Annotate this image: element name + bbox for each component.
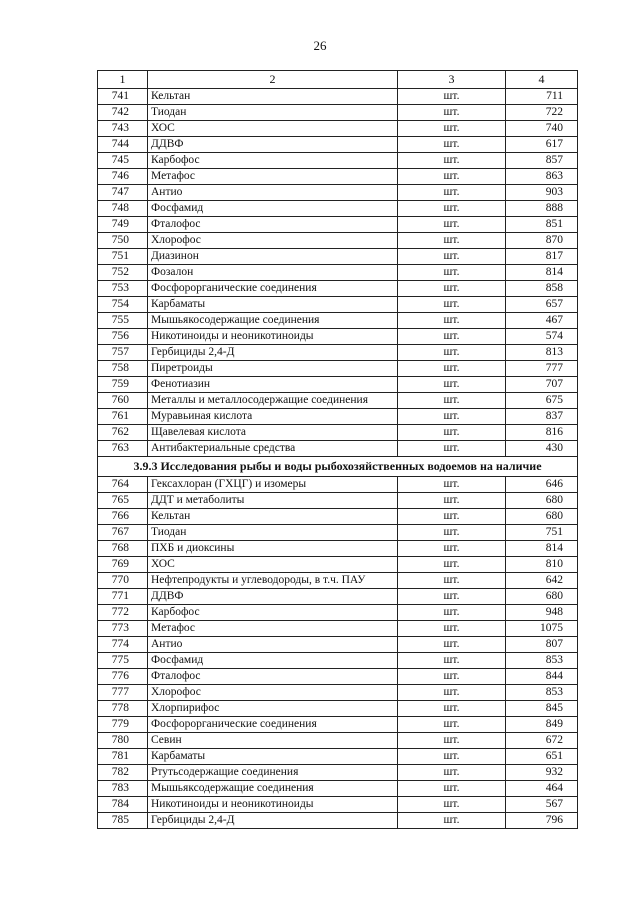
row-number: 746 [98, 169, 148, 185]
row-number: 743 [98, 121, 148, 137]
item-name: Фосфорорганические соединения [148, 281, 398, 297]
row-number: 775 [98, 653, 148, 669]
table-row [98, 557, 578, 573]
row-number: 762 [98, 425, 148, 441]
item-name: Фталофос [148, 217, 398, 233]
row-number: 779 [98, 717, 148, 733]
row-number: 770 [98, 573, 148, 589]
item-name: Карбофос [148, 605, 398, 621]
unit: шт. [398, 701, 506, 717]
unit: шт. [398, 409, 506, 425]
item-name: Антибактериальные средства [148, 441, 398, 457]
table-row [98, 685, 578, 701]
row-number: 778 [98, 701, 148, 717]
unit: шт. [398, 185, 506, 201]
item-name: Хлорофос [148, 685, 398, 701]
price-value: 711 [506, 89, 578, 105]
price-value: 863 [506, 169, 578, 185]
row-number: 772 [98, 605, 148, 621]
table-row [98, 377, 578, 393]
price-value: 617 [506, 137, 578, 153]
row-number: 763 [98, 441, 148, 457]
row-number: 765 [98, 493, 148, 509]
item-name: Нефтепродукты и углеводороды, в т.ч. ПАУ [148, 573, 398, 589]
price-value: 849 [506, 717, 578, 733]
item-name: Мышьяксодержащие соединения [148, 781, 398, 797]
table-row [98, 477, 578, 493]
price-value: 816 [506, 425, 578, 441]
unit: шт. [398, 637, 506, 653]
row-number: 751 [98, 249, 148, 265]
unit: шт. [398, 329, 506, 345]
unit: шт. [398, 781, 506, 797]
section-title: 3.9.3 Исследования рыбы и воды рыбохозяйственных водоемов на наличие [98, 457, 578, 477]
table-row [98, 233, 578, 249]
item-name: Гербициды 2,4-Д [148, 813, 398, 829]
price-value: 932 [506, 765, 578, 781]
row-number: 744 [98, 137, 148, 153]
price-value: 796 [506, 813, 578, 829]
table-row [98, 573, 578, 589]
table-row [98, 169, 578, 185]
price-value: 646 [506, 477, 578, 493]
unit: шт. [398, 89, 506, 105]
item-name: Кельтан [148, 89, 398, 105]
price-value: 813 [506, 345, 578, 361]
unit: шт. [398, 813, 506, 829]
price-value: 574 [506, 329, 578, 345]
price-value: 567 [506, 797, 578, 813]
item-name: Карбаматы [148, 297, 398, 313]
unit: шт. [398, 265, 506, 281]
price-value: 845 [506, 701, 578, 717]
unit: шт. [398, 669, 506, 685]
price-value: 430 [506, 441, 578, 457]
price-value: 722 [506, 105, 578, 121]
row-number: 758 [98, 361, 148, 377]
table-row [98, 121, 578, 137]
row-number: 783 [98, 781, 148, 797]
price-value: 858 [506, 281, 578, 297]
item-name: Хлорпирифос [148, 701, 398, 717]
price-value: 467 [506, 313, 578, 329]
item-name: Диазинон [148, 249, 398, 265]
unit: шт. [398, 621, 506, 637]
table-row [98, 297, 578, 313]
table-row [98, 781, 578, 797]
column-header: 1 [98, 71, 148, 89]
row-number: 742 [98, 105, 148, 121]
table-row [98, 409, 578, 425]
unit: шт. [398, 313, 506, 329]
unit: шт. [398, 393, 506, 409]
table-row [98, 653, 578, 669]
unit: шт. [398, 749, 506, 765]
table-row [98, 313, 578, 329]
table-row [98, 361, 578, 377]
unit: шт. [398, 797, 506, 813]
row-number: 754 [98, 297, 148, 313]
table-row [98, 605, 578, 621]
price-value: 814 [506, 265, 578, 281]
table-row [98, 425, 578, 441]
unit: шт. [398, 153, 506, 169]
row-number: 757 [98, 345, 148, 361]
table-row [98, 701, 578, 717]
table-row [98, 797, 578, 813]
table-row [98, 441, 578, 457]
row-number: 760 [98, 393, 148, 409]
unit: шт. [398, 765, 506, 781]
unit: шт. [398, 137, 506, 153]
table-row [98, 733, 578, 749]
price-value: 844 [506, 669, 578, 685]
unit: шт. [398, 281, 506, 297]
item-name: Гербициды 2,4-Д [148, 345, 398, 361]
price-value: 777 [506, 361, 578, 377]
unit: шт. [398, 425, 506, 441]
price-value: 464 [506, 781, 578, 797]
price-value: 657 [506, 297, 578, 313]
item-name: Фосфамид [148, 653, 398, 669]
item-name: Хлорофос [148, 233, 398, 249]
unit: шт. [398, 121, 506, 137]
table-row [98, 589, 578, 605]
item-name: Щавелевая кислота [148, 425, 398, 441]
price-value: 837 [506, 409, 578, 425]
row-number: 767 [98, 525, 148, 541]
table-row [98, 509, 578, 525]
item-name: Метафос [148, 621, 398, 637]
price-value: 814 [506, 541, 578, 557]
table-row [98, 201, 578, 217]
price-value: 672 [506, 733, 578, 749]
row-number: 748 [98, 201, 148, 217]
item-name: Металлы и металлосодержащие соединения [148, 393, 398, 409]
item-name: ПХБ и диоксины [148, 541, 398, 557]
row-number: 773 [98, 621, 148, 637]
price-value: 707 [506, 377, 578, 393]
row-number: 777 [98, 685, 148, 701]
table-row [98, 217, 578, 233]
unit: шт. [398, 653, 506, 669]
unit: шт. [398, 361, 506, 377]
item-name: Тиодан [148, 525, 398, 541]
price-value: 680 [506, 589, 578, 605]
unit: шт. [398, 525, 506, 541]
price-value: 807 [506, 637, 578, 653]
table-row [98, 621, 578, 637]
item-name: Мышьякосодержащие соединения [148, 313, 398, 329]
item-name: ДДТ и метаболиты [148, 493, 398, 509]
table-row [98, 525, 578, 541]
item-name: Тиодан [148, 105, 398, 121]
table-body [98, 71, 578, 829]
unit: шт. [398, 233, 506, 249]
item-name: Пиретроиды [148, 361, 398, 377]
unit: шт. [398, 105, 506, 121]
table-row [98, 717, 578, 733]
unit: шт. [398, 509, 506, 525]
table-header-row [98, 71, 578, 89]
row-number: 782 [98, 765, 148, 781]
row-number: 771 [98, 589, 148, 605]
item-name: Никотиноиды и неоникотиноиды [148, 797, 398, 813]
table-row [98, 393, 578, 409]
unit: шт. [398, 557, 506, 573]
unit: шт. [398, 477, 506, 493]
column-header: 2 [148, 71, 398, 89]
row-number: 774 [98, 637, 148, 653]
price-value: 948 [506, 605, 578, 621]
row-number: 769 [98, 557, 148, 573]
item-name: Карбаматы [148, 749, 398, 765]
row-number: 750 [98, 233, 148, 249]
unit: шт. [398, 249, 506, 265]
table-row [98, 329, 578, 345]
item-name: Фенотиазин [148, 377, 398, 393]
row-number: 766 [98, 509, 148, 525]
row-number: 753 [98, 281, 148, 297]
row-number: 776 [98, 669, 148, 685]
price-value: 751 [506, 525, 578, 541]
row-number: 759 [98, 377, 148, 393]
unit: шт. [398, 685, 506, 701]
item-name: Фозалон [148, 265, 398, 281]
price-value: 675 [506, 393, 578, 409]
table-row [98, 249, 578, 265]
table-row [98, 669, 578, 685]
price-value: 680 [506, 509, 578, 525]
price-value: 857 [506, 153, 578, 169]
price-value: 680 [506, 493, 578, 509]
unit: шт. [398, 201, 506, 217]
price-value: 870 [506, 233, 578, 249]
item-name: Ртутьсодержащие соединения [148, 765, 398, 781]
item-name: Антио [148, 185, 398, 201]
item-name: Фосфамид [148, 201, 398, 217]
item-name: ДДВФ [148, 589, 398, 605]
row-number: 749 [98, 217, 148, 233]
row-number: 780 [98, 733, 148, 749]
row-number: 781 [98, 749, 148, 765]
row-number: 747 [98, 185, 148, 201]
item-name: Никотиноиды и неоникотиноиды [148, 329, 398, 345]
item-name: Фосфорорганические соединения [148, 717, 398, 733]
column-header: 4 [506, 71, 578, 89]
unit: шт. [398, 717, 506, 733]
column-header: 3 [398, 71, 506, 89]
price-value: 810 [506, 557, 578, 573]
price-value: 851 [506, 217, 578, 233]
row-number: 745 [98, 153, 148, 169]
unit: шт. [398, 541, 506, 557]
section-header-row [98, 457, 578, 477]
price-value: 888 [506, 201, 578, 217]
row-number: 784 [98, 797, 148, 813]
item-name: Карбофос [148, 153, 398, 169]
table-row [98, 765, 578, 781]
table-row [98, 493, 578, 509]
row-number: 741 [98, 89, 148, 105]
row-number: 785 [98, 813, 148, 829]
unit: шт. [398, 605, 506, 621]
item-name: Севин [148, 733, 398, 749]
table-row [98, 637, 578, 653]
item-name: Кельтан [148, 509, 398, 525]
row-number: 764 [98, 477, 148, 493]
unit: шт. [398, 169, 506, 185]
item-name: Муравьиная кислота [148, 409, 398, 425]
table-row [98, 813, 578, 829]
price-value: 817 [506, 249, 578, 265]
table-row [98, 281, 578, 297]
item-name: Фталофос [148, 669, 398, 685]
table-row [98, 749, 578, 765]
item-name: ХОС [148, 121, 398, 137]
price-value: 642 [506, 573, 578, 589]
price-value: 1075 [506, 621, 578, 637]
unit: шт. [398, 377, 506, 393]
row-number: 761 [98, 409, 148, 425]
unit: шт. [398, 733, 506, 749]
table-row [98, 185, 578, 201]
unit: шт. [398, 441, 506, 457]
price-value: 903 [506, 185, 578, 201]
table-row [98, 105, 578, 121]
item-name: Антио [148, 637, 398, 653]
table-row [98, 541, 578, 557]
row-number: 752 [98, 265, 148, 281]
item-name: Гексахлоран (ГХЦГ) и изомеры [148, 477, 398, 493]
price-value: 651 [506, 749, 578, 765]
price-table [97, 70, 578, 829]
price-value: 740 [506, 121, 578, 137]
item-name: ХОС [148, 557, 398, 573]
table-row [98, 265, 578, 281]
table-row [98, 153, 578, 169]
price-value: 853 [506, 685, 578, 701]
price-value: 853 [506, 653, 578, 669]
row-number: 756 [98, 329, 148, 345]
unit: шт. [398, 573, 506, 589]
table-row [98, 89, 578, 105]
unit: шт. [398, 217, 506, 233]
unit: шт. [398, 589, 506, 605]
unit: шт. [398, 493, 506, 509]
row-number: 755 [98, 313, 148, 329]
item-name: Метафос [148, 169, 398, 185]
row-number: 768 [98, 541, 148, 557]
item-name: ДДВФ [148, 137, 398, 153]
table-row [98, 137, 578, 153]
unit: шт. [398, 345, 506, 361]
unit: шт. [398, 297, 506, 313]
page-number: 26 [313, 38, 327, 53]
table-row [98, 345, 578, 361]
